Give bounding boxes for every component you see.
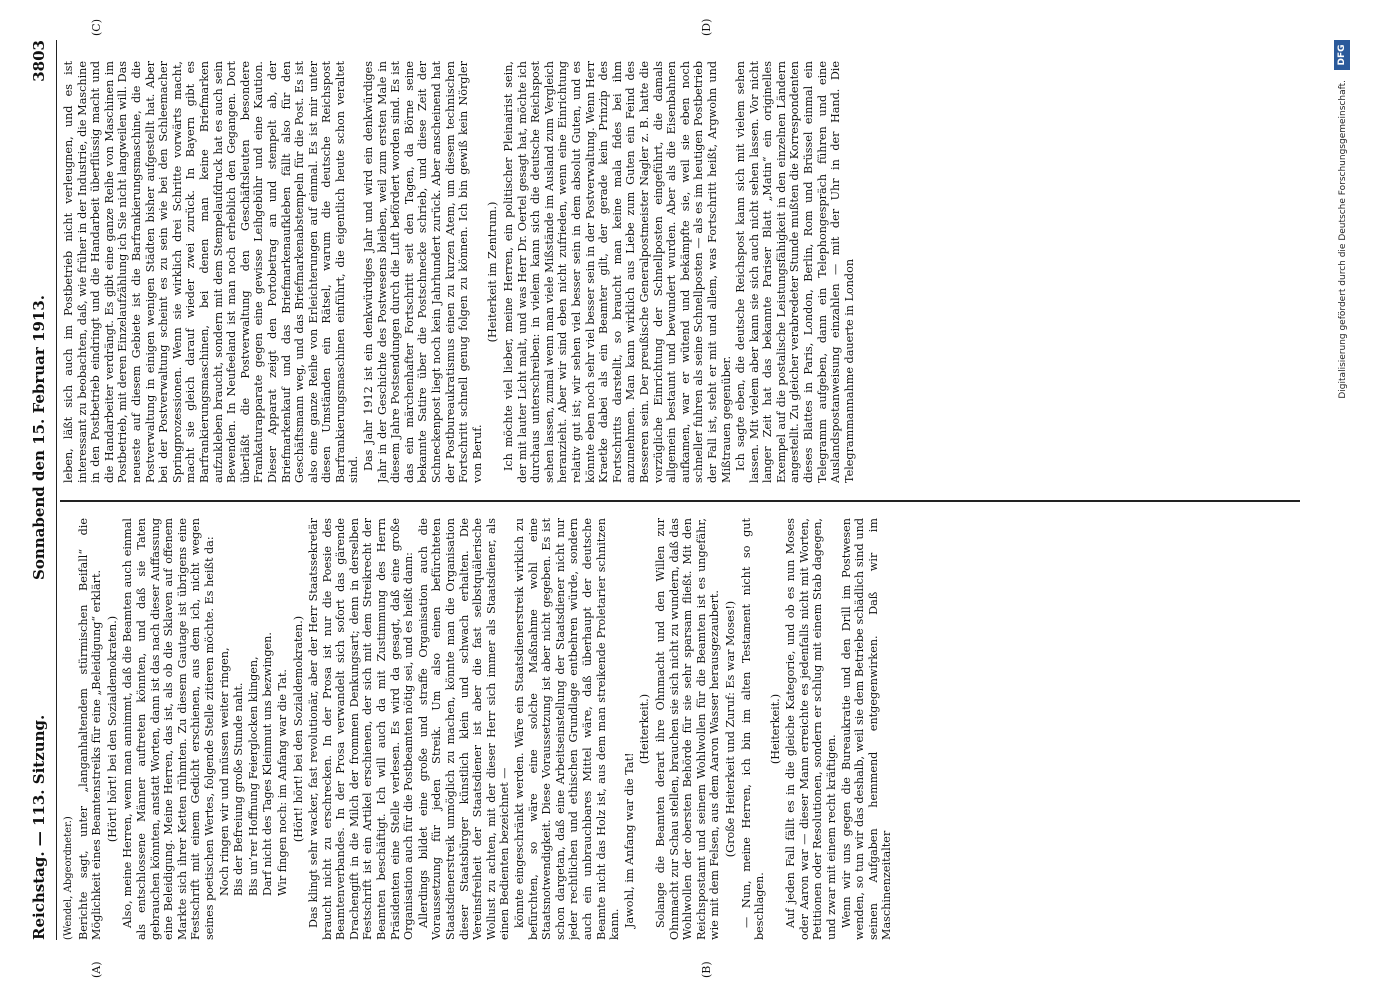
paragraph: Ich sagte eben, die deutsche Reichspost kann sich mit vielem sehen lassen. Mit vielem aber kann sie sich auch nicht sehen lassen. Vor nicht langer Zeit hat das bekannte Pariser Blatt „Matin“ ein originelles Exempel auf die postalische Leistungsfähigkeit in den einzelnen Ländern angestellt. Zu gleicher verabredeter Stunde mußten die Korrespondenten dieses Blattes in Paris, London, Berlin, Rom und Brüssel einmal ein Telegramm aufgeben, dann ein Telephongespräch führen und eine Auslandspostanweisung einzahlen — mit der Uhr in der Hand. Die Telegrammannahme dauerte in London: [734, 61, 856, 483]
paragraph: Darf nicht des Tages Kleinmut uns bezwingen.: [261, 632, 275, 896]
paragraph: Das klingt sehr wacker, fast revolutionär, aber der Herr Staatssekretär braucht nicht zu erschrecken. In der Prosa ist nur die Poesie des Beamtenverbandes. In der Prosa verwandelt sich sofort das gärende Drachengift in die Milch der frommen Denkungsart; denn in derselben Festschrift ist ein Artikel erschienen, der sich mit dem Streikrecht der Beamten beschäftigt. Ich will auch da mit Zustimmung des Herrn Präsidenten eine Stelle verlesen. Es wird da gesagt, daß eine große Organisation auch für die Postbeamten nötig sei, und es heißt dann:: [307, 518, 416, 940]
paragraph: Noch ringen wir und müssen weiter ringen,: [217, 647, 231, 896]
paragraph: Solange die Beamten derart ihre Ohnmacht und den Willen zur Ohnmacht zur Schau stellen, brauchen sie sich nicht zu wundern, daß das Wohlwollen der obersten Behörde für sie sehr sparsam fließt. Mit den Reichspostamt und seinem Wohlwollen für die Beamten ist es ungefähr, wie mit dem Felsen, aus dem Aaron Wasser herausgezaubert.: [653, 518, 722, 940]
margin-marker-a: (A): [90, 961, 103, 978]
paragraph: Wir fingen noch: im Anfang war die Tat.: [275, 669, 289, 896]
paragraph: (Hört! hört! bei den Sozialdemokraten.): [291, 615, 305, 843]
header-rule: [56, 40, 57, 940]
header-date: Sonnabend den 15. Februar 1913.: [30, 295, 48, 580]
paragraph: Bis un’rer Hoffnung Feierglocken klingen,: [246, 656, 260, 896]
column-divider: [60, 500, 1300, 502]
margin-marker-d: (D): [700, 18, 713, 36]
paragraph: leben, läßt sich auch im Postbetrieb nicht verleugnen, und es ist interessant zu beobachten, daß, wie früher in der Industrie, die Maschine in den Postbetrieb eindringt und die Handarbeit überflüssig macht und die Handarbeiter verdrängt. Es gibt eine ganze Reihe von Maschinen im Postbetrieb, mit deren Einzelaufzählung ich Sie nicht langweilen will. Das neueste auf diesem Gebiete ist die Barfrankierungsmaschine, die die Postverwaltung in einigen wenigen Städten bisher aufgestellt hat. Aber bei der Postverwaltung scheint es zu sein wie bei den Schleemacher Springprozessionen. Wenn sie wirklich drei Schritte vorwärts macht, macht sie gleich darauf wieder zwei zurück. In Bayern gibt es Barfrankierungsmaschinen, bei denen man keine Briefmarken aufzukleben braucht, sondern mit dem Stempelaufdruck hat es auch sein Bewenden. In Neufeeland ist man noch erheblich den Gegangen. Dort überläßt die Postverwaltung den Geschäftsleuten besondere Frankaturapparate gegen eine gewisse Leihgebühr und eine Kaution. Dieser Apparat zeigt den Portobetrag an und stempelt ab, der Briefmarkenkauf und das Briefmarkenaufkleben fällt also für den Geschäftsmann weg, und das Briefmarkenabstempeln für die Post. Es ist also eine ganze Reihe von Erleichterungen auf einmal. Es ist mir unter diesen Umständen ein Rätsel, warum die deutsche Reichspost Barfrankierungsmaschinen einführt, die eigentlich heute schon veraltet sind.: [62, 61, 361, 483]
header-left: Reichstag. — 113. Sitzung.: [30, 714, 48, 940]
left-column: [62, 518, 1302, 940]
paragraph: Das Jahr 1912 ist ein denkwürdiges Jahr und wird ein denkwürdiges Jahr in der Geschichte des Postwesens bleiben, weil zum ersten Male in diesem Jahre Postsendungen durch die Luft befördert worden sind. Es ist das ein märchenhafter Fortschritt seit den Tagen, da Börne seine bekannte Satire über die Postschnecke schrieb, und diese Zeit der Schneckenpost liegt noch kein Jahrhundert zurück. Aber anscheinend hat der Postbureaukratismus einen zu kurzen Atem, um diesem technischen Fortschritt schnell genug folgen zu können. Ich bin gewiß kein Nörgler von Beruf.: [362, 61, 484, 483]
paragraph: Wenn wir uns gegen die Bureaukratie und den Drill im Postwesen wenden, so tun wir das deshalb, weil sie dem Betriebe schädlich sind und seinen Aufgaben hemmend entgegenwirken. Daß wir im Maschinenzeitalter: [839, 518, 894, 940]
paragraph: Also, meine Herren, wenn man annimmt, daß die Beamten auch einmal als entschlossene Männer auftreten könnten, und daß sie Taten gebrauchen könnten, anstatt Worten, dann ist das nach dieser Auffassung eine Beleidigung. Meine Herren, das ist, als ob die Sklaven auf offenem Markte sich ihrer Ketten rühmten. Zu diesem Gautage ist übrigens eine Festschrift mit einem Gedicht erschienen, aus dem ich, nicht wegen seines poetischen Wertes, folgende Stelle zitieren möchte. Es heißt da:: [121, 518, 216, 940]
paragraph: Auf jeden Fall fällt es in die gleiche Kategorie, und ob es nun Moses oder Aaron war — dieser Mann erreichte es jedenfalls nicht mit Worten, Petitionen oder Resolutionen, sondern er schlug mit einem Stab dagegen, und zwar mit einem recht kräftigen.: [784, 518, 839, 940]
paragraph: (Heiterkeit im Zentrum.): [486, 201, 500, 343]
paragraph: könnte eingeschränkt werden. Wäre ein Staatsdienerstreik wirklich zu befürchten, so wäre eine solche Maßnahme wohl eine Staatsnotwendigkeit. Diese Voraussetzung ist aber nicht gegeben. Es ist schon dargetan, daß eine Arbeitseinstellung der Staatsdiener nicht nur jeder rechtlichen und ethischen Grundlage entbehren würde, sondern auch ein unbrauchbares Mittel wäre, daß überhaupt der deutsche Beamte nicht das Holz ist, aus dem man streikende Proletarier schnitzen kann.: [513, 518, 622, 940]
right-column: [62, 61, 1302, 483]
paragraph: Allerdings bildet eine große und straffe Organisation auch die Voraussetzung für jeden Streik. Um also einen befürchteten Staatsdienerstreik unmöglich zu machen, könnte man die Organisation dieser Staatsbürger künstlich klein und schwach erhalten. Die Vereinsfreiheit der Staatsdiener ist aber die fast selbstquälerische Wollust zu achten, mit der dieser Herr sich immer als Staatsdiener, als einen Bedienten bezeichnet —: [416, 518, 512, 940]
paragraph: Ich möchte viel lieber, meine Herren, ein politischer Pleinairist sein, der mit lauter Licht malt, und was Herr Dr. Oertel gesagt hat, möchte ich durchaus unterschreiben: in vielem kann sich die deutsche Reichspost sehen lassen, zumal wenn man viele Mißstände im Ausland zum Vergleich heranzieht. Aber wir sind eben nicht zufrieden, wenn eine Einrichtung relativ gut ist; wir sehen viel besser sein in dem absolut Guten, und es könnte eben noch sehr viel besser sein in der Postverwaltung. Wenn Herr Kraetke dabei als ein Beamter gilt, der gerade kein Prinzip des Fortschritts darstellt, so braucht man keine mala fides bei ihm anzunehmen. Man kann wirklich aus Liebe zum Guten ein Feind des Besseren sein. Der preußische Generalpostmeister Nagler z. B. hatte die vorzügliche Einrichtung der Schnellposten eingeführt, die damals allgemein bestaunt und bewundert wurden. Aber als die Eisenbahnen aufkamen, war er wütend und bekämpfte sie, weil sie eben noch schneller fuhren als seine Schnellposten — als es im heutigen Postbetrieb der Fall ist, steht er mit und allem, was Fortschritt heißt, Argwohn und Mißtrauen gegenüber.: [502, 61, 733, 483]
paragraph: (Heiterkeit.): [638, 693, 652, 765]
paragraph: Berichte sagt, unter „langanhaltendem stürmischen Beifall“ die Möglichkeit eines Beamtenstreiks für eine „Beleidigung“ erklärt.: [76, 518, 104, 940]
paragraph: Jawohl, im Anfang war die Tat!: [622, 752, 636, 928]
margin-marker-b: (B): [700, 961, 713, 978]
paragraph: (Hört! hört! bei den Sozialdemokraten.): [105, 615, 119, 843]
footer-credit: Digitalisierung gefördert durch die Deutsche Forschungsgemeinschaft.: [1338, 80, 1348, 399]
page-number: 3803: [30, 40, 48, 82]
paragraph: (Wendel, Abgeordneter.): [63, 816, 74, 940]
margin-marker-c: (C): [90, 19, 103, 36]
dfg-logo: DFG: [1334, 40, 1350, 70]
paragraph: (Heiterkeit.): [768, 693, 782, 765]
paragraph: Bis der Befreiung große Stunde naht.: [232, 682, 246, 896]
paragraph: (Große Heiterkeit und Zuruf: Es war Moses!): [723, 600, 737, 858]
page-header: [26, 40, 56, 940]
paragraph: — Nun, meine Herren, ich bin im alten Testament nicht so gut beschlagen.: [739, 518, 767, 940]
